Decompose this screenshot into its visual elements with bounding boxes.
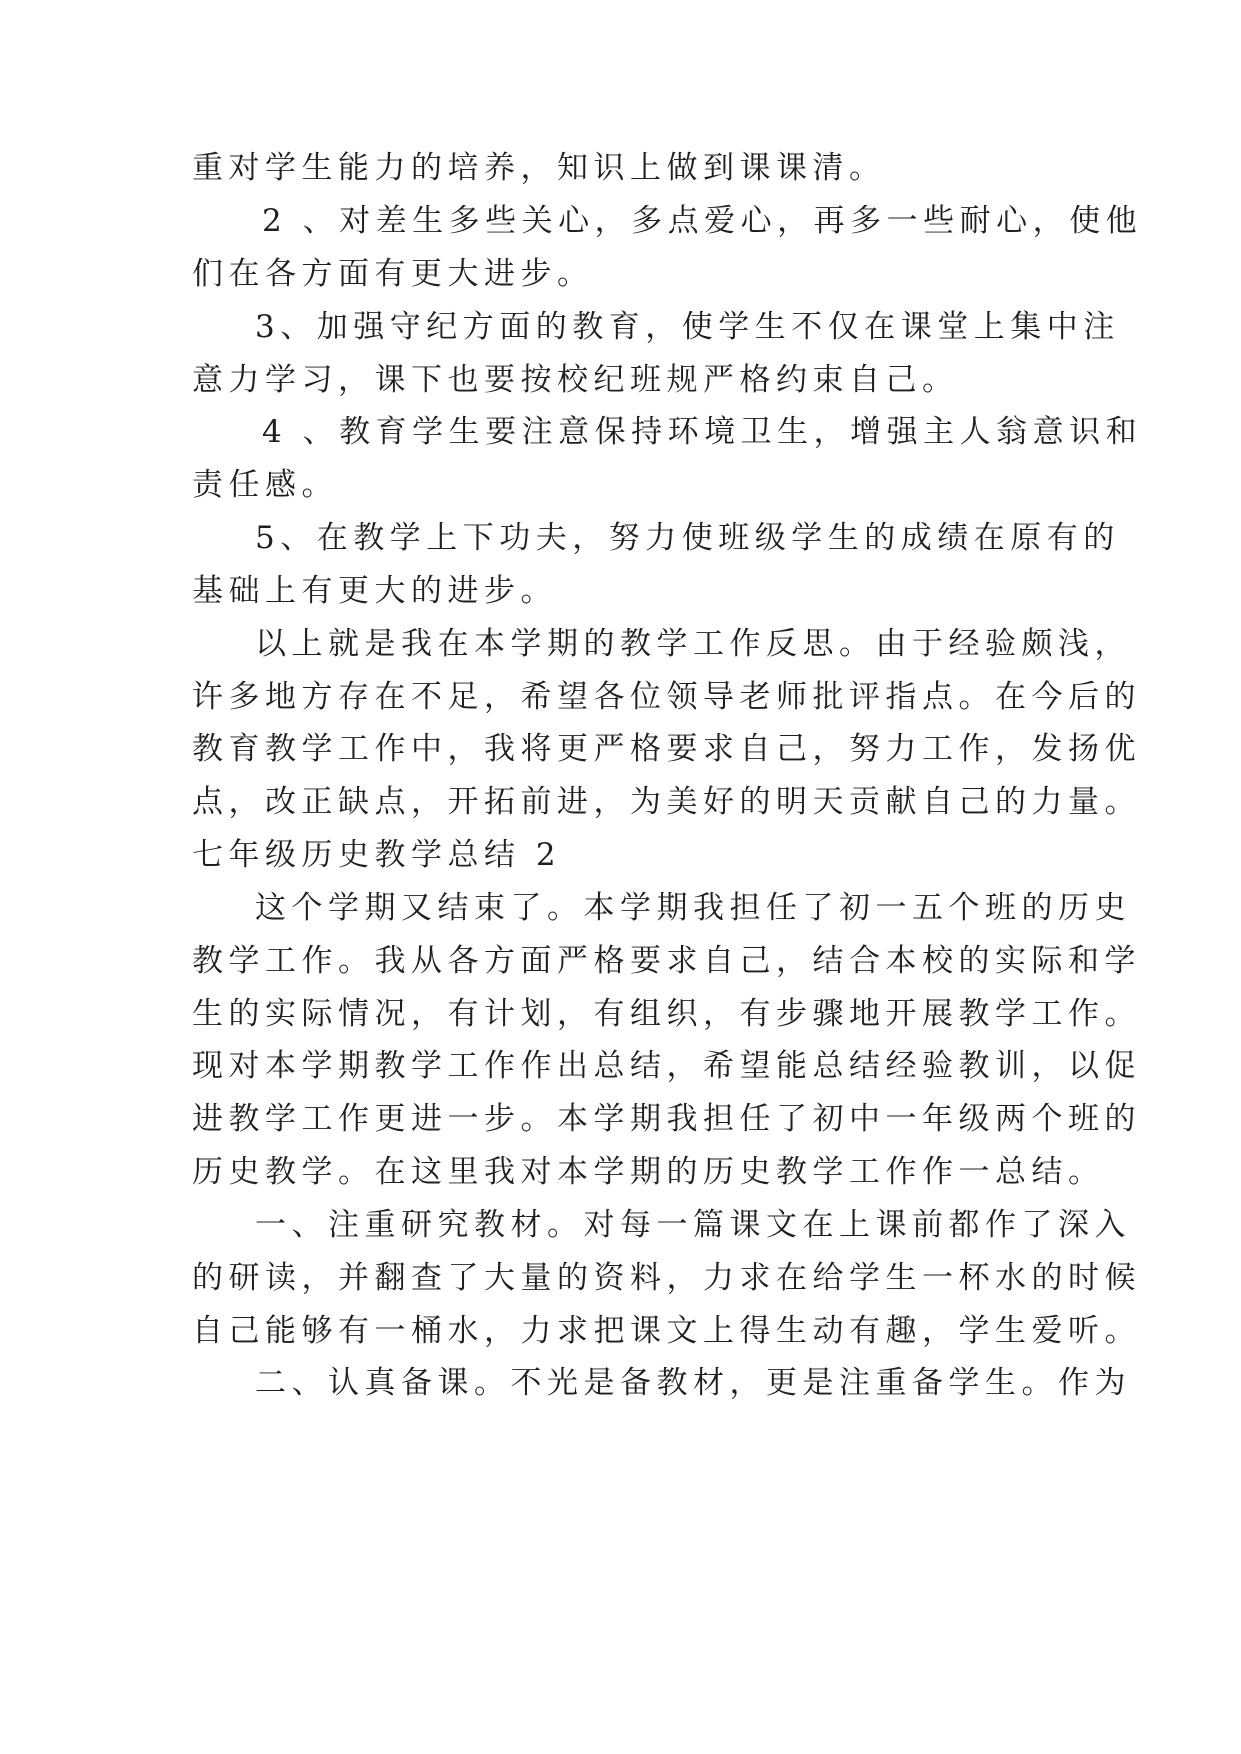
text-line: 的研读，并翻查了大量的资料，力求在给学生一杯水的时候 (192, 1260, 1141, 1296)
text-line: 教学工作。我从各方面严格要求自己，结合本校的实际和学 (192, 943, 1141, 979)
text-line: 意力学习，课下也要按校纪班规严格约束自己。 (192, 362, 959, 398)
text-line: 责任感。 (192, 467, 338, 503)
text-line: 2 、对差生多些关心，多点爱心，再多一些耐心，使他 (262, 203, 1143, 239)
text-line: 历史教学。在这里我对本学期的历史教学工作作一总结。 (192, 1154, 1105, 1190)
text-line: 5、在教学上下功夫，努力使班级学生的成绩在原有的 (255, 520, 1120, 556)
text-line: 们在各方面有更大进步。 (192, 256, 594, 292)
text-line: 一、注重研究教材。对每一篇课文在上课前都作了深入 (255, 1207, 1131, 1243)
text-line: 重对学生能力的培养，知识上做到课课清。 (192, 150, 886, 186)
text-line: 点，改正缺点，开拓前进，为美好的明天贡献自己的力量。 (192, 784, 1141, 820)
text-line: 现对本学期教学工作作出总结，希望能总结经验教训，以促 (192, 1048, 1141, 1084)
section-heading: 七年级历史教学总结 2 (192, 837, 562, 873)
text-line: 生的实际情况，有计划，有组织，有步骤地开展教学工作。 (192, 996, 1141, 1032)
text-line: 自己能够有一桶水，力求把课文上得生动有趣，学生爱听。 (192, 1313, 1141, 1349)
text-line: 这个学期又结束了。本学期我担任了初一五个班的历史 (255, 890, 1131, 926)
text-line: 4 、教育学生要注意保持环境卫生，增强主人翁意识和 (262, 414, 1143, 450)
text-line: 基础上有更大的进步。 (192, 573, 557, 609)
text-line: 教育教学工作中，我将更严格要求自己，努力工作，发扬优 (192, 731, 1141, 767)
text-line: 3、加强守纪方面的教育，使学生不仅在课堂上集中注 (255, 309, 1120, 345)
text-line: 二、认真备课。不光是备教材，更是注重备学生。作为 (255, 1365, 1131, 1401)
text-line: 进教学工作更进一步。本学期我担任了初中一年级两个班的 (192, 1101, 1141, 1137)
text-line: 以上就是我在本学期的教学工作反思。由于经验颇浅， (255, 626, 1131, 662)
text-line: 许多地方存在不足，希望各位领导老师批评指点。在今后的 (192, 679, 1141, 715)
